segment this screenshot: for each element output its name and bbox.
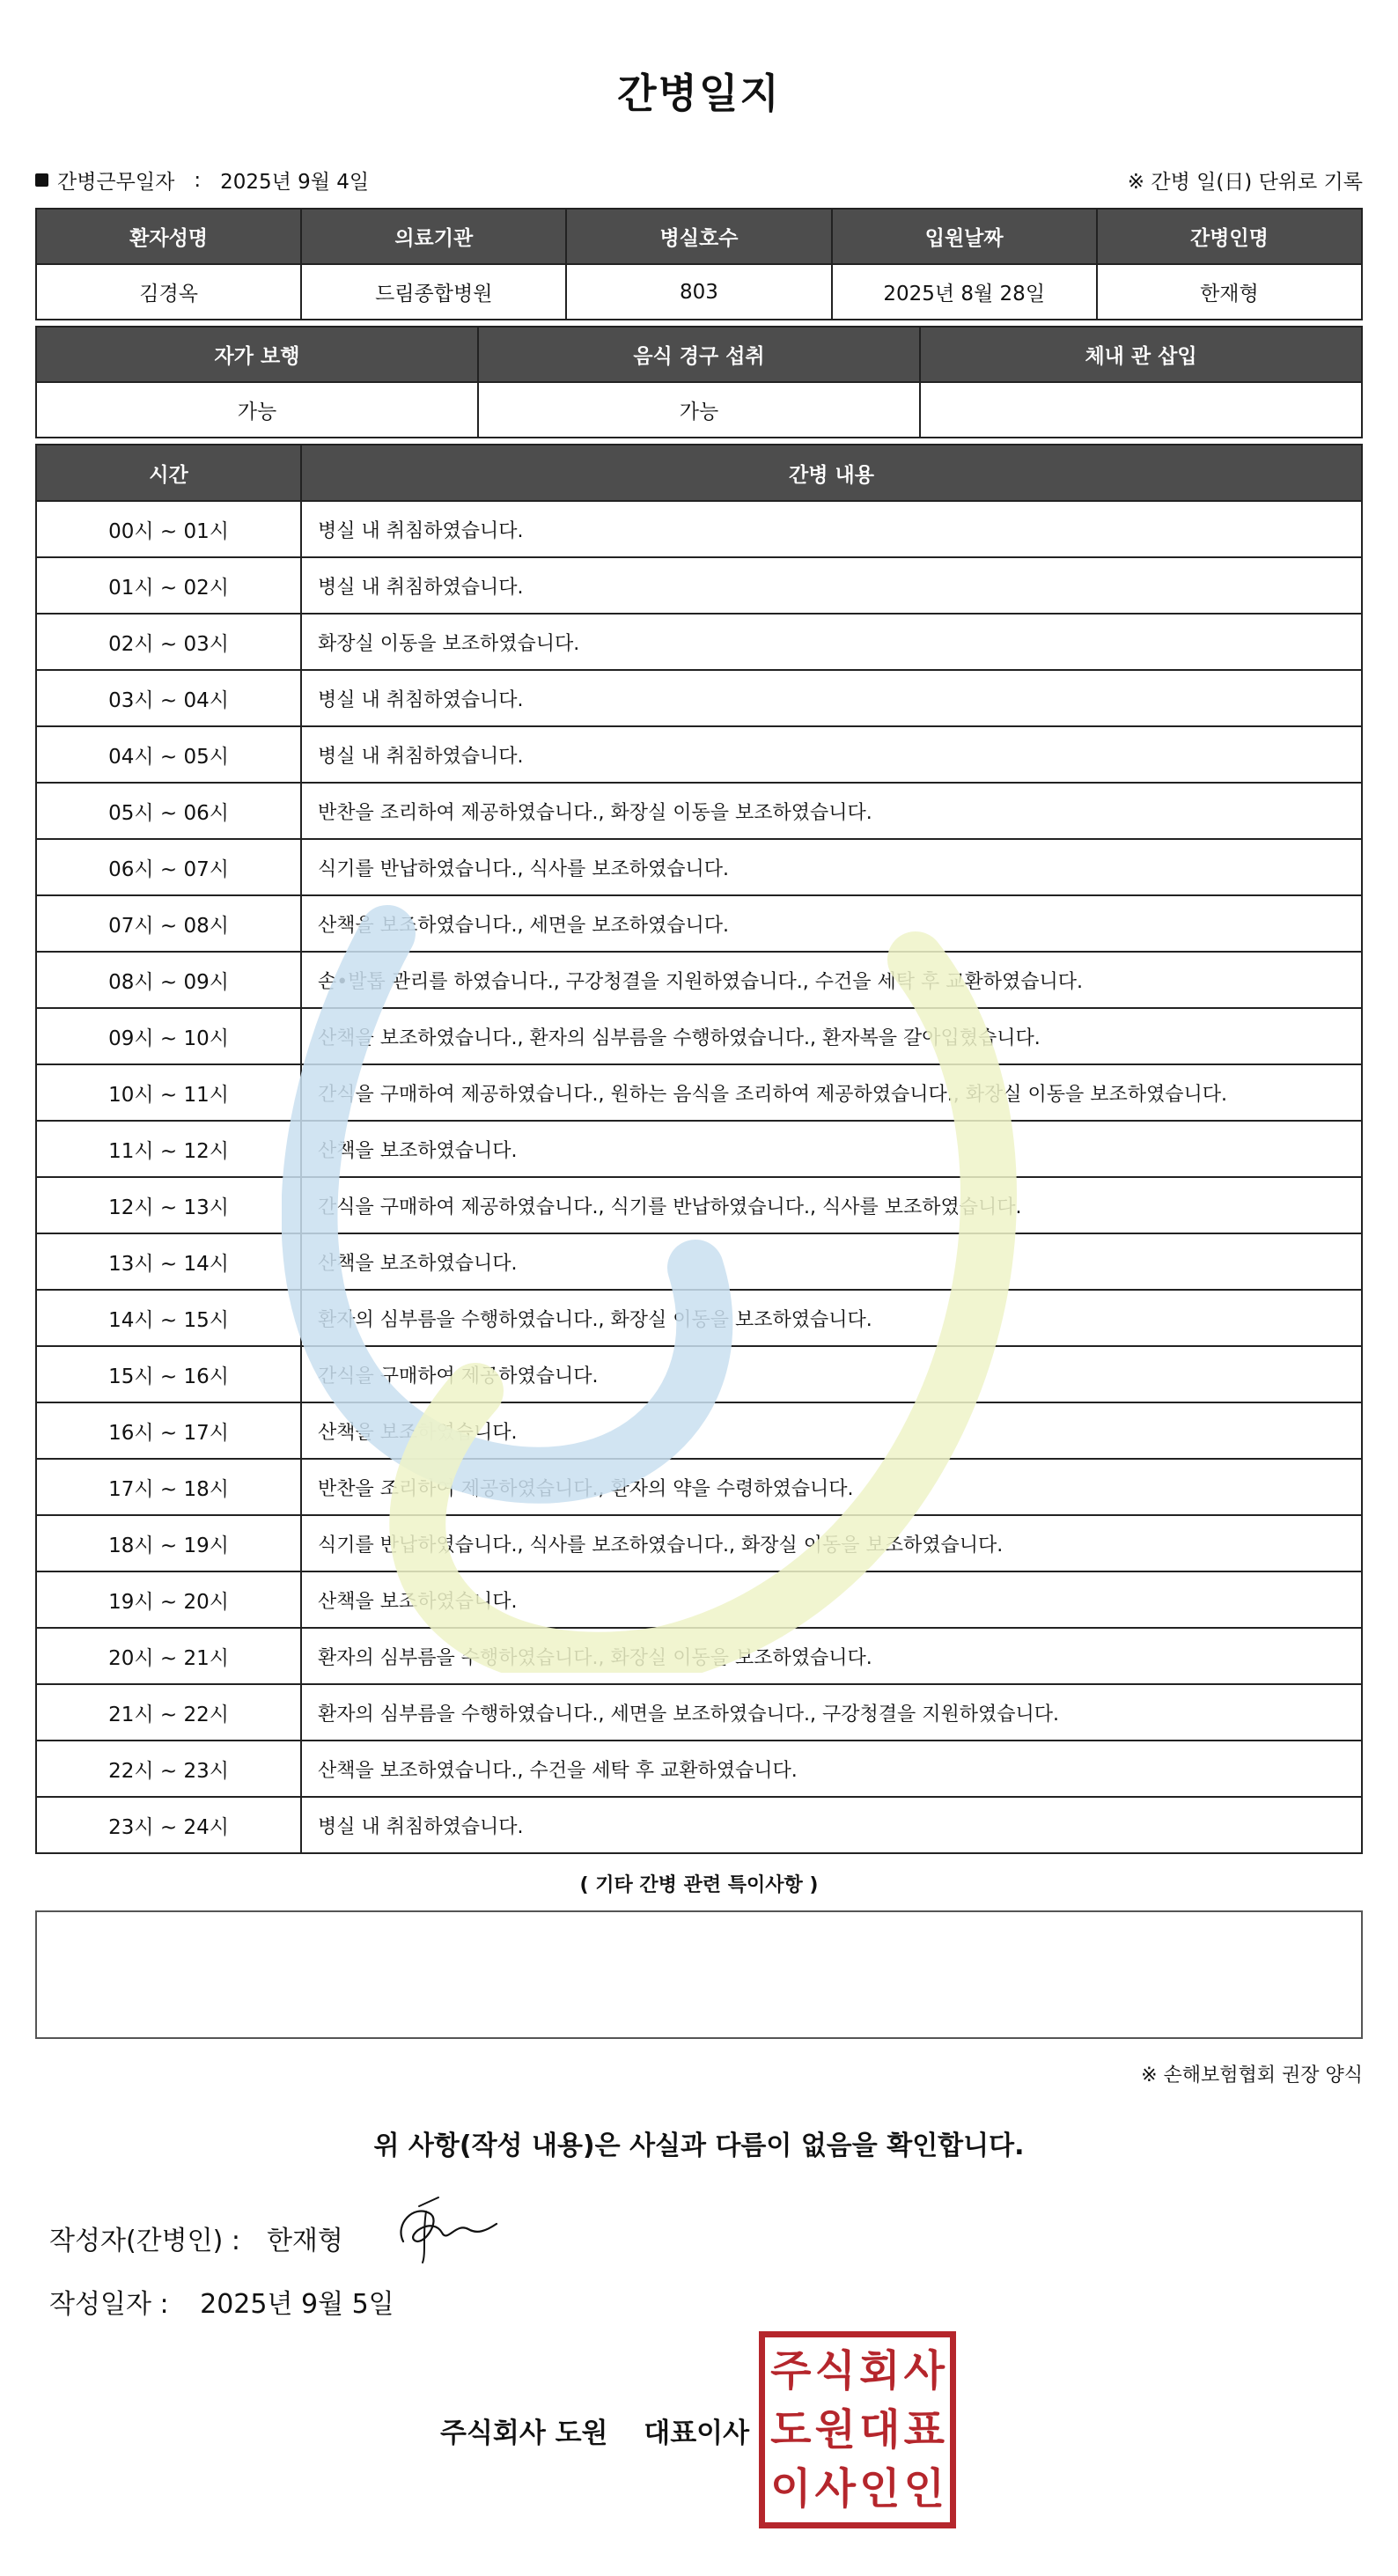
seal-character: 인 — [859, 2464, 901, 2514]
log-content-cell: 산책을 보조하였습니다., 세면을 보조하였습니다. — [302, 896, 1361, 951]
form-note: ※ 손해보험협회 권장 양식 — [1141, 2064, 1363, 2087]
header-care-content: 간병 내용 — [302, 445, 1361, 500]
company-name: 주식회사 도원 — [440, 2418, 608, 2449]
header-time: 시간 — [37, 445, 300, 500]
confirmation-statement: 위 사항(작성 내용)은 사실과 다름이 없음을 확인합니다. — [373, 2131, 1025, 2161]
log-content-cell: 화장실 이동을 보조하였습니다. — [302, 615, 1361, 669]
value-admission-date: 2025년 8월 28일 — [833, 265, 1096, 319]
value-oral-intake: 가능 — [479, 383, 919, 437]
log-content-cell: 산책을 보조하였습니다., 환자의 심부름을 수행하였습니다., 환자복을 갈아입혔습니다. — [302, 1009, 1361, 1064]
patient-status-table — [35, 326, 1363, 438]
bullet-square-icon — [35, 173, 48, 187]
log-time-cell: 23시 ~ 24시 — [37, 1798, 300, 1852]
log-time-cell: 05시 ~ 06시 — [37, 784, 300, 838]
written-date — [49, 2282, 394, 2321]
company-signature — [440, 2410, 749, 2450]
work-date-label: 간병근무일자 — [57, 171, 175, 194]
seal-character: 식 — [814, 2345, 856, 2396]
patient-info-table — [35, 208, 1363, 320]
log-content-cell: 식기를 반납하였습니다., 식사를 보조하였습니다. — [302, 840, 1361, 894]
notes-box — [35, 1910, 1363, 2039]
log-content-cell: 간식을 구매하여 제공하였습니다. — [302, 1347, 1361, 1402]
log-time-cell: 14시 ~ 15시 — [37, 1291, 300, 1345]
log-content-cell: 환자의 심부름을 수행하였습니다., 화장실 이동을 보조하였습니다. — [302, 1629, 1361, 1683]
header-hospital: 의료기관 — [302, 210, 565, 263]
log-content-cell: 병실 내 취침하였습니다. — [302, 1798, 1361, 1852]
log-time-cell: 22시 ~ 23시 — [37, 1741, 300, 1796]
log-time-cell: 06시 ~ 07시 — [37, 840, 300, 894]
header-caregiver: 간병인명 — [1098, 210, 1361, 263]
seal-character: 인 — [903, 2464, 945, 2514]
writer-label: 작성자(간병인) : — [49, 2226, 240, 2256]
log-time-cell: 02시 ~ 03시 — [37, 615, 300, 669]
log-time-cell: 20시 ~ 21시 — [37, 1629, 300, 1683]
header-admission-date: 입원날짜 — [833, 210, 1096, 263]
seal-character: 사 — [814, 2464, 856, 2514]
header-tube-insertion: 체내 관 삽입 — [921, 328, 1361, 381]
seal-character: 대 — [859, 2404, 901, 2455]
log-time-cell: 07시 ~ 08시 — [37, 896, 300, 951]
header-room: 병실호수 — [567, 210, 830, 263]
written-date-label: 작성일자 : — [49, 2289, 169, 2320]
value-hospital: 드림종합병원 — [302, 265, 565, 319]
work-date — [35, 166, 369, 195]
log-time-cell: 18시 ~ 19시 — [37, 1516, 300, 1571]
log-content-cell: 손•발톱 관리를 하였습니다., 구강청결을 지원하였습니다., 수건을 세탁 후 교환하였습니다. — [302, 953, 1361, 1007]
writer-line — [49, 2219, 343, 2257]
seal-character: 표 — [903, 2404, 945, 2455]
value-tube-insertion — [921, 383, 1361, 437]
log-time-cell: 11시 ~ 12시 — [37, 1122, 300, 1176]
log-content-cell: 산책을 보조하였습니다. — [302, 1122, 1361, 1176]
notes-title: ( 기타 간병 관련 특이사항 ) — [579, 1874, 819, 1896]
work-date-value: 2025년 9월 4일 — [220, 171, 370, 194]
header-patient-name: 환자성명 — [37, 210, 300, 263]
log-content-cell: 산책을 보조하였습니다. — [302, 1234, 1361, 1289]
log-content-cell: 간식을 구매하여 제공하였습니다., 식기를 반납하였습니다., 식사를 보조하였습니다. — [302, 1178, 1361, 1233]
log-time-cell: 09시 ~ 10시 — [37, 1009, 300, 1064]
value-self-walking: 가능 — [37, 383, 477, 437]
log-time-cell: 08시 ~ 09시 — [37, 953, 300, 1007]
log-time-cell: 16시 ~ 17시 — [37, 1403, 300, 1458]
seal-character: 회 — [859, 2345, 901, 2396]
value-patient-name: 김경옥 — [37, 265, 300, 319]
care-log-table — [35, 444, 1363, 1854]
log-content-cell: 반찬을 조리하여 제공하였습니다., 환자의 약을 수령하였습니다. — [302, 1460, 1361, 1514]
log-content-cell: 산책을 보조하였습니다. — [302, 1403, 1361, 1458]
work-date-separator: : — [194, 168, 202, 192]
log-time-cell: 01시 ~ 02시 — [37, 558, 300, 613]
log-content-cell: 환자의 심부름을 수행하였습니다., 세면을 보조하였습니다., 구강청결을 지원하였습니다. — [302, 1685, 1361, 1740]
log-content-cell: 식기를 반납하였습니다., 식사를 보조하였습니다., 화장실 이동을 보조하였습니다. — [302, 1516, 1361, 1571]
header-oral-intake: 음식 경구 섭취 — [479, 328, 919, 381]
log-content-cell: 환자의 심부름을 수행하였습니다., 화장실 이동을 보조하였습니다. — [302, 1291, 1361, 1345]
seal-character: 이 — [770, 2464, 812, 2514]
log-content-cell: 간식을 구매하여 제공하였습니다., 원하는 음식을 조리하여 제공하였습니다., 화장실 이동을 보조하였습니다. — [302, 1065, 1361, 1120]
log-time-cell: 21시 ~ 22시 — [37, 1685, 300, 1740]
written-date-value: 2025년 9월 5일 — [200, 2289, 394, 2320]
seal-character: 사 — [903, 2345, 945, 2396]
log-time-cell: 17시 ~ 18시 — [37, 1460, 300, 1514]
writer-name: 한재형 — [266, 2226, 343, 2256]
document-title: 간병일지 — [617, 70, 781, 117]
unit-note: ※ 간병 일(日) 단위로 기록 — [1127, 171, 1363, 194]
log-content-cell: 병실 내 취침하였습니다. — [302, 671, 1361, 725]
log-content-cell: 병실 내 취침하였습니다. — [302, 502, 1361, 556]
log-time-cell: 13시 ~ 14시 — [37, 1234, 300, 1289]
company-seal-icon — [759, 2331, 956, 2528]
signature-icon — [387, 2189, 502, 2268]
company-title: 대표이사 — [644, 2418, 750, 2449]
seal-character: 도 — [770, 2404, 812, 2455]
log-content-cell: 병실 내 취침하였습니다. — [302, 558, 1361, 613]
header-self-walking: 자가 보행 — [37, 328, 477, 381]
log-content-cell: 산책을 보조하였습니다., 수건을 세탁 후 교환하였습니다. — [302, 1741, 1361, 1796]
seal-character: 원 — [814, 2404, 856, 2455]
value-room: 803 — [567, 265, 830, 319]
log-content-cell: 반찬을 조리하여 제공하였습니다., 화장실 이동을 보조하였습니다. — [302, 784, 1361, 838]
log-time-cell: 04시 ~ 05시 — [37, 727, 300, 782]
log-time-cell: 00시 ~ 01시 — [37, 502, 300, 556]
log-time-cell: 10시 ~ 11시 — [37, 1065, 300, 1120]
log-content-cell: 산책을 보조하였습니다. — [302, 1572, 1361, 1627]
log-time-cell: 15시 ~ 16시 — [37, 1347, 300, 1402]
log-time-cell: 12시 ~ 13시 — [37, 1178, 300, 1233]
log-content-cell: 병실 내 취침하였습니다. — [302, 727, 1361, 782]
log-time-cell: 19시 ~ 20시 — [37, 1572, 300, 1627]
value-caregiver: 한재형 — [1098, 265, 1361, 319]
seal-character: 주 — [770, 2345, 812, 2396]
log-time-cell: 03시 ~ 04시 — [37, 671, 300, 725]
